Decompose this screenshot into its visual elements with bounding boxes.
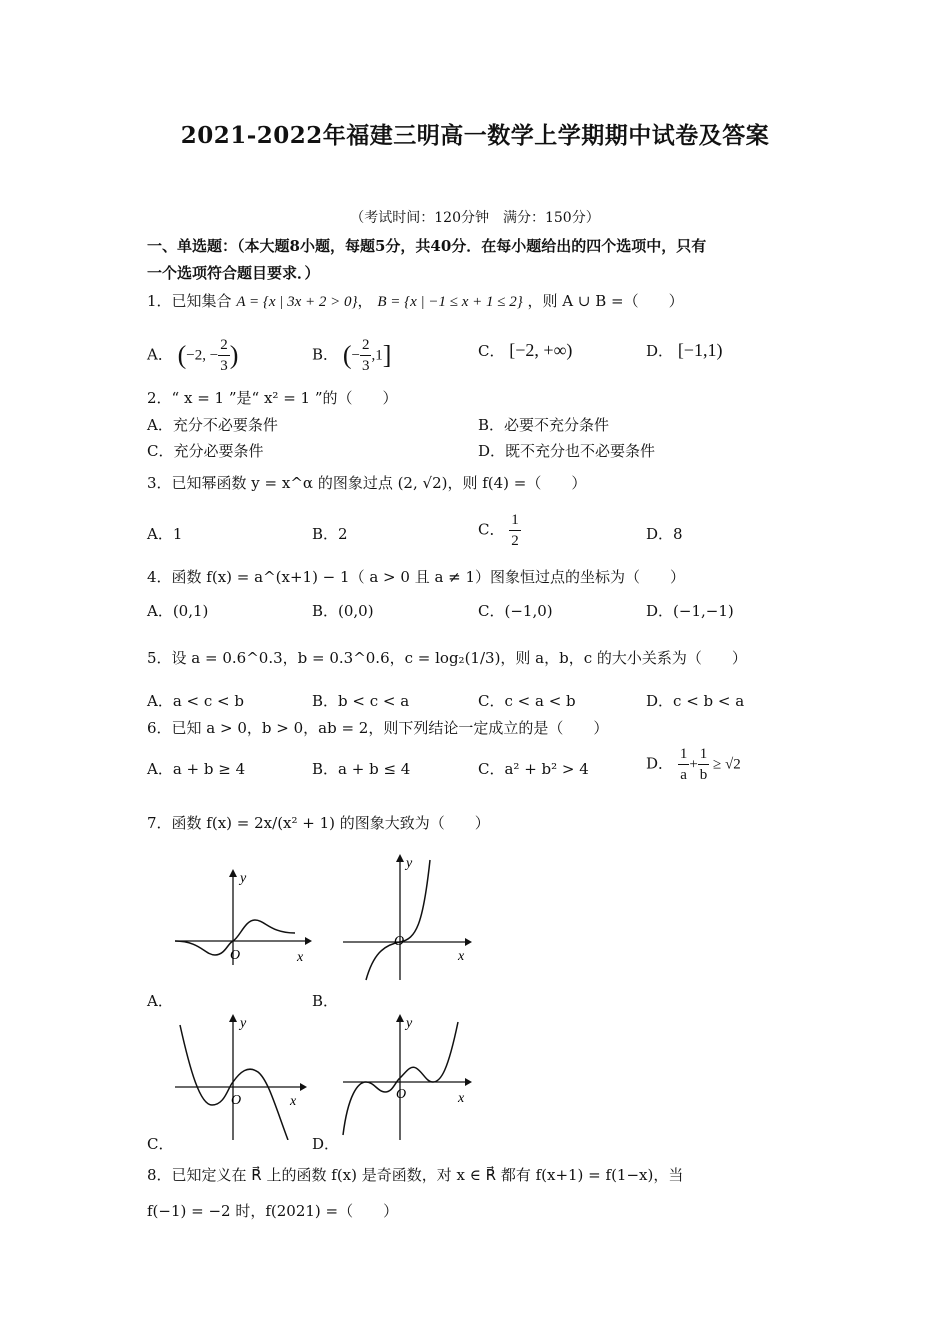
q4-option-c[interactable]: C．(−1,0) xyxy=(478,602,553,620)
q2-option-c[interactable]: C．充分必要条件 xyxy=(147,442,264,460)
q7-option-d[interactable]: D． xyxy=(312,1135,340,1153)
q6-option-b[interactable]: B．a + b ≤ 4 xyxy=(312,760,411,778)
q7-option-b[interactable]: B． xyxy=(312,992,339,1010)
svg-text:O: O xyxy=(230,948,241,963)
page-title: 2021-2022年福建三明高一数学上学期期中试卷及答案 xyxy=(180,122,770,149)
q4-option-b[interactable]: B．(0,0) xyxy=(312,602,374,620)
q2-stem: 2．“ x = 1 ”是“ x² = 1 ”的（ ） xyxy=(147,389,398,407)
q7-stem: 7．函数 f(x) = 2x/(x² + 1) 的图象大致为（ ） xyxy=(147,814,490,832)
q5-stem: 5．设 a = 0.6^0.3，b = 0.3^0.6，c = log₂(1/3)，则 a，b，c 的大小关系为（ ） xyxy=(147,649,747,667)
q5-option-c[interactable]: C．c < a < b xyxy=(478,692,576,710)
q7-option-a[interactable]: A． xyxy=(147,992,173,1010)
svg-text:O: O xyxy=(394,934,405,949)
q7-option-c[interactable]: C． xyxy=(147,1135,174,1153)
q7-graph-d xyxy=(338,1010,483,1140)
q5-option-d[interactable]: D．c < b < a xyxy=(646,692,745,710)
q4-option-a[interactable]: A．(0,1) xyxy=(147,602,209,620)
q1-option-b[interactable]: B． (− $\frac{2}{3}$ ,1] xyxy=(312,337,392,374)
q6-option-d[interactable]: D． $\frac{1}{a}$ + $\frac{1}{b}$ ≥ √2 xyxy=(646,746,741,783)
q6-option-a[interactable]: A．a + b ≥ 4 xyxy=(147,760,246,778)
q8-stem-line2: f(−1) = −2 时，f(2021) =（ ） xyxy=(147,1202,399,1220)
svg-text:x: x xyxy=(458,1091,465,1106)
section-heading-line2: 一个选项符合题目要求．） xyxy=(147,264,320,282)
q3-option-c[interactable]: C． $\frac{1}{2}$ xyxy=(478,512,519,549)
q5-option-a[interactable]: A．a < c < b xyxy=(147,692,244,710)
q1-option-c[interactable]: C． [−2, +∞) xyxy=(478,340,573,360)
q1-set-b: B = {x | −1 ≤ x + 1 ≤ 2} xyxy=(377,294,523,310)
svg-text:y: y xyxy=(240,871,247,886)
svg-text:O: O xyxy=(396,1087,407,1102)
q1-option-a[interactable]: A． (−2, − $\frac{2}{3}$ ) xyxy=(147,337,239,374)
svg-text:x: x xyxy=(458,949,465,964)
section-heading-line1: 一、单选题：（本大题8小题，每题5分，共40分．在每小题给出的四个选项中，只有 xyxy=(147,237,707,255)
q2-option-b[interactable]: B．必要不充分条件 xyxy=(478,416,610,434)
q4-stem: 4．函数 f(x) = a^(x+1) − 1（ a > 0 且 a ≠ 1）图象恒过点的坐标为（ ） xyxy=(147,568,686,586)
svg-text:x: x xyxy=(290,1094,297,1109)
q1-set-a: A = {x | 3x + 2 > 0} xyxy=(236,294,358,310)
q3-option-d[interactable]: D．8 xyxy=(646,525,683,543)
q7-graph-b xyxy=(338,850,483,985)
svg-text:O: O xyxy=(231,1093,242,1108)
q3-stem: 3．已知幂函数 y = x^α 的图象过点 (2, √2)，则 f(4) =（ ） xyxy=(147,474,587,492)
q3-option-b[interactable]: B．2 xyxy=(312,525,348,543)
q6-option-c[interactable]: C．a² + b² > 4 xyxy=(478,760,589,778)
q5-option-b[interactable]: B．b < c < a xyxy=(312,692,410,710)
q3-option-a[interactable]: A．1 xyxy=(147,525,183,543)
q1-stem: 1．已知集合 A = {x | 3x + 2 > 0}， B = {x | −1 ≤ x + 1 ≤ 2} ，则 A ∪ B =（ ） xyxy=(147,292,684,310)
svg-text:y: y xyxy=(406,856,413,871)
q2-option-a[interactable]: A．充分不必要条件 xyxy=(147,416,278,434)
q7-graph-c xyxy=(170,1010,315,1140)
q6-stem: 6．已知 a > 0，b > 0，ab = 2，则下列结论一定成立的是（ ） xyxy=(147,719,609,737)
q8-stem-line1: 8．已知定义在 R⃗ 上的函数 f(x) 是奇函数，对 x ∈ R⃗ 都有 f(x+1) = f(1−x)，当 xyxy=(147,1166,684,1184)
q7-graph-a xyxy=(170,865,315,970)
q4-option-d[interactable]: D．(−1,−1) xyxy=(646,602,734,620)
svg-text:y: y xyxy=(406,1016,413,1031)
svg-text:y: y xyxy=(240,1016,247,1031)
exam-info: （考试时间：120分钟 满分：150分） xyxy=(350,210,600,226)
q1-option-d[interactable]: D． [−1,1) xyxy=(646,340,723,360)
svg-text:x: x xyxy=(297,950,304,965)
q2-option-d[interactable]: D．既不充分也不必要条件 xyxy=(478,442,656,460)
